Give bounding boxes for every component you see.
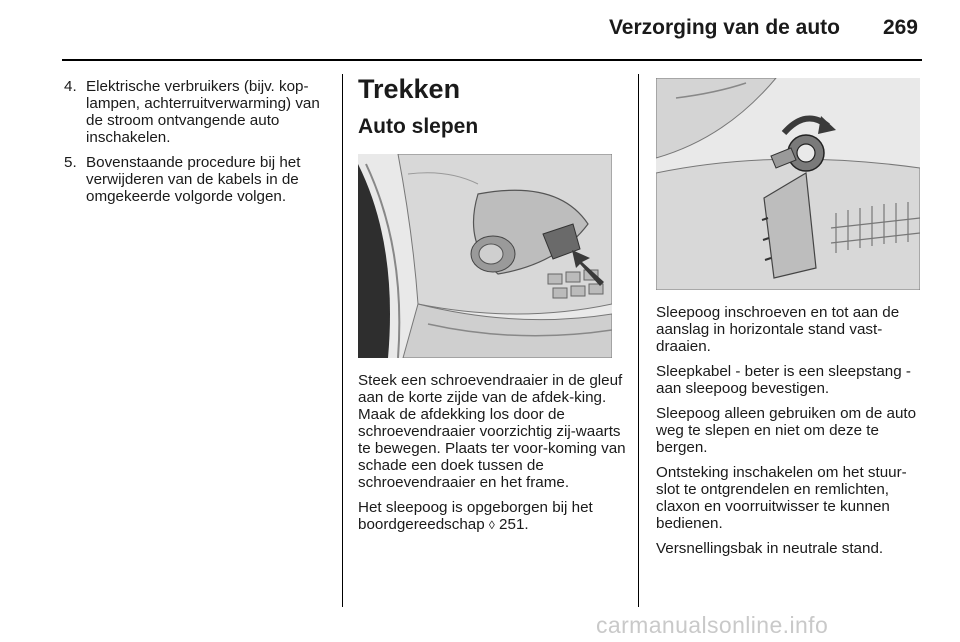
reference-page-link[interactable]: 251.	[494, 516, 529, 533]
paragraph: Versnellingsbak in neutrale stand.	[656, 540, 884, 557]
page-number: 269	[882, 16, 918, 39]
towing-eye-illustration	[656, 78, 920, 290]
paragraph: Steek een schroevendraaier in de gleuf aan de korte zijde van de afdek-king. Maak de afdekking los door de schroevendraaier voorzichtig zij-waarts te bewegen. Plaats ter voor-koming van schade een doek tussen de schroevendraaier en het frame.	[358, 372, 626, 491]
cover-removal-illustration	[358, 154, 612, 358]
list-number: 5.	[64, 154, 77, 171]
header-rule	[62, 59, 922, 61]
section-title: Verzorging van de auto	[608, 16, 840, 39]
list-item	[64, 78, 326, 146]
section-heading: Trekken	[358, 74, 461, 104]
right-column	[656, 74, 926, 565]
column-divider-right	[638, 74, 639, 607]
section-subheading: Auto slepen	[358, 115, 479, 138]
middle-column	[358, 74, 628, 542]
left-column	[64, 78, 326, 213]
list-text: Elektrische verbruikers (bijv. kop-lampen, achterruitverwarming) van de stroom ontvangende auto inschakelen.	[86, 78, 320, 146]
reference-paragraph	[358, 499, 628, 534]
list-text: Bovenstaande procedure bij het verwijderen van de kabels in de omgekeerde volgorde volgen.	[86, 154, 301, 205]
list-number: 4.	[64, 78, 77, 95]
paragraph: Ontsteking inschakelen om het stuur-slot te ontgrendelen en remlichten, claxon en voorruitwisser te kunnen bedienen.	[656, 464, 907, 532]
page-header	[0, 0, 960, 60]
column-divider-left	[342, 74, 343, 607]
list-item	[64, 154, 326, 205]
watermark: carmanualsonline.info	[596, 612, 829, 638]
paragraph: Sleepoog inschroeven en tot aan de aanslag in horizontale stand vast-draaien.	[656, 304, 900, 355]
reference-arrow-icon[interactable]: ◊	[488, 518, 495, 532]
paragraph: Sleepkabel - beter is een sleepstang - aan sleepoog bevestigen.	[656, 363, 911, 397]
reference-text: Het sleepoog is opgeborgen bij het boordgereedschap	[358, 499, 593, 533]
paragraph: Sleepoog alleen gebruiken om de auto weg te slepen en niet om deze te bergen.	[656, 405, 917, 456]
